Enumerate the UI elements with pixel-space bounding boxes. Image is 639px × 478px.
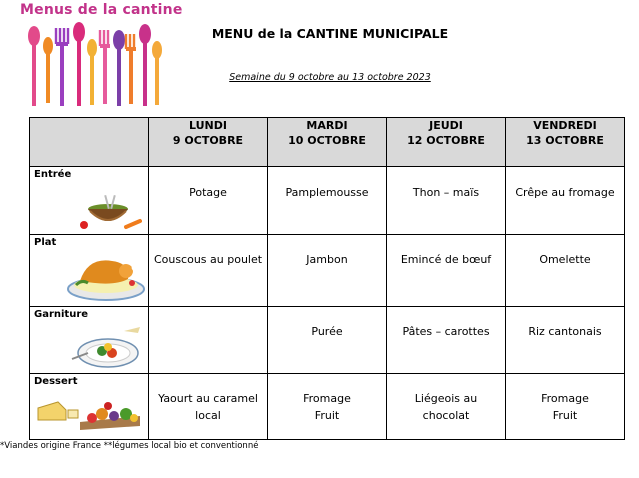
dish-line: Jambon bbox=[306, 253, 348, 266]
menu-cell bbox=[149, 374, 268, 440]
dish-line: Thon – maïs bbox=[412, 186, 480, 199]
salad-bowl-icon bbox=[80, 193, 142, 233]
day-header-lundi bbox=[149, 118, 268, 167]
menu-cell bbox=[268, 167, 387, 235]
menu-cell bbox=[268, 307, 387, 374]
menu-cell bbox=[506, 167, 625, 235]
dish-line: local bbox=[195, 409, 221, 422]
dish-line: Purée bbox=[311, 325, 343, 338]
day-name: VENDREDI bbox=[533, 119, 597, 132]
menu-cell bbox=[149, 167, 268, 235]
logo-title: Menus de la cantine bbox=[20, 2, 183, 18]
menu-cell bbox=[506, 235, 625, 307]
menu-cell bbox=[149, 307, 268, 374]
roast-chicken-icon bbox=[66, 251, 146, 303]
dish-line: Fromage bbox=[541, 392, 589, 405]
vegetable-plate-icon bbox=[68, 323, 144, 371]
dish-line: Crêpe au fromage bbox=[515, 186, 615, 199]
dish-line: Riz cantonais bbox=[528, 325, 602, 338]
dish-line: Yaourt au caramel bbox=[158, 392, 258, 405]
menu-cell bbox=[506, 307, 625, 374]
menu-cell bbox=[268, 235, 387, 307]
days-header-row bbox=[30, 118, 625, 167]
row-header-plat bbox=[30, 235, 149, 307]
dish-line: Emincé de bœuf bbox=[400, 253, 492, 266]
table-row-garniture bbox=[30, 307, 625, 374]
menu-cell bbox=[387, 167, 506, 235]
cheese-fruit-platter-icon bbox=[36, 392, 144, 432]
menu-cell bbox=[387, 374, 506, 440]
day-date: 13 OCTOBRE bbox=[526, 134, 604, 147]
cantine-logo bbox=[20, 2, 183, 110]
day-date: 12 OCTOBRE bbox=[407, 134, 485, 147]
day-header-vendredi bbox=[506, 118, 625, 167]
menu-cell bbox=[387, 307, 506, 374]
day-name: LUNDI bbox=[189, 119, 227, 132]
row-header-entree bbox=[30, 167, 149, 235]
row-header-dessert bbox=[30, 374, 149, 440]
row-header-garniture bbox=[30, 307, 149, 374]
dish-line: Liégeois au bbox=[414, 392, 478, 405]
dish-line: Pamplemousse bbox=[285, 186, 369, 199]
footnote: *Viandes origine France **légumes local bio et conventionné bbox=[0, 441, 259, 451]
dish-line: chocolat bbox=[422, 409, 470, 422]
row-label: Entrée bbox=[34, 169, 72, 180]
menu-cell bbox=[268, 374, 387, 440]
row-label: Garniture bbox=[34, 309, 89, 320]
dish-line: Fruit bbox=[314, 409, 340, 422]
day-name: MARDI bbox=[306, 119, 348, 132]
day-header-mardi bbox=[268, 118, 387, 167]
day-date: 10 OCTOBRE bbox=[288, 134, 366, 147]
dish-line: Fruit bbox=[552, 409, 578, 422]
row-label: Plat bbox=[34, 237, 57, 248]
page-title: MENU de la CANTINE MUNICIPALE bbox=[211, 26, 449, 41]
menu-cell bbox=[387, 235, 506, 307]
dish-line: Pâtes – carottes bbox=[402, 325, 490, 338]
table-row-plat bbox=[30, 235, 625, 307]
menu-cell bbox=[506, 374, 625, 440]
day-header-jeudi bbox=[387, 118, 506, 167]
corner-cell bbox=[30, 118, 149, 167]
table-row-entree bbox=[30, 167, 625, 235]
day-date: 9 OCTOBRE bbox=[172, 134, 244, 147]
dish-line: Potage bbox=[189, 186, 227, 199]
menu-table bbox=[29, 117, 625, 440]
dish-line: Couscous au poulet bbox=[153, 253, 263, 266]
dish-line: Fromage bbox=[303, 392, 351, 405]
row-label: Dessert bbox=[34, 376, 78, 387]
table-row-dessert bbox=[30, 374, 625, 440]
week-range: Semaine du 9 octobre au 13 octobre 2023 bbox=[229, 72, 431, 83]
dish-line: Omelette bbox=[539, 253, 591, 266]
day-name: JEUDI bbox=[429, 119, 463, 132]
menu-cell bbox=[149, 235, 268, 307]
cutlery-icon bbox=[24, 20, 164, 110]
